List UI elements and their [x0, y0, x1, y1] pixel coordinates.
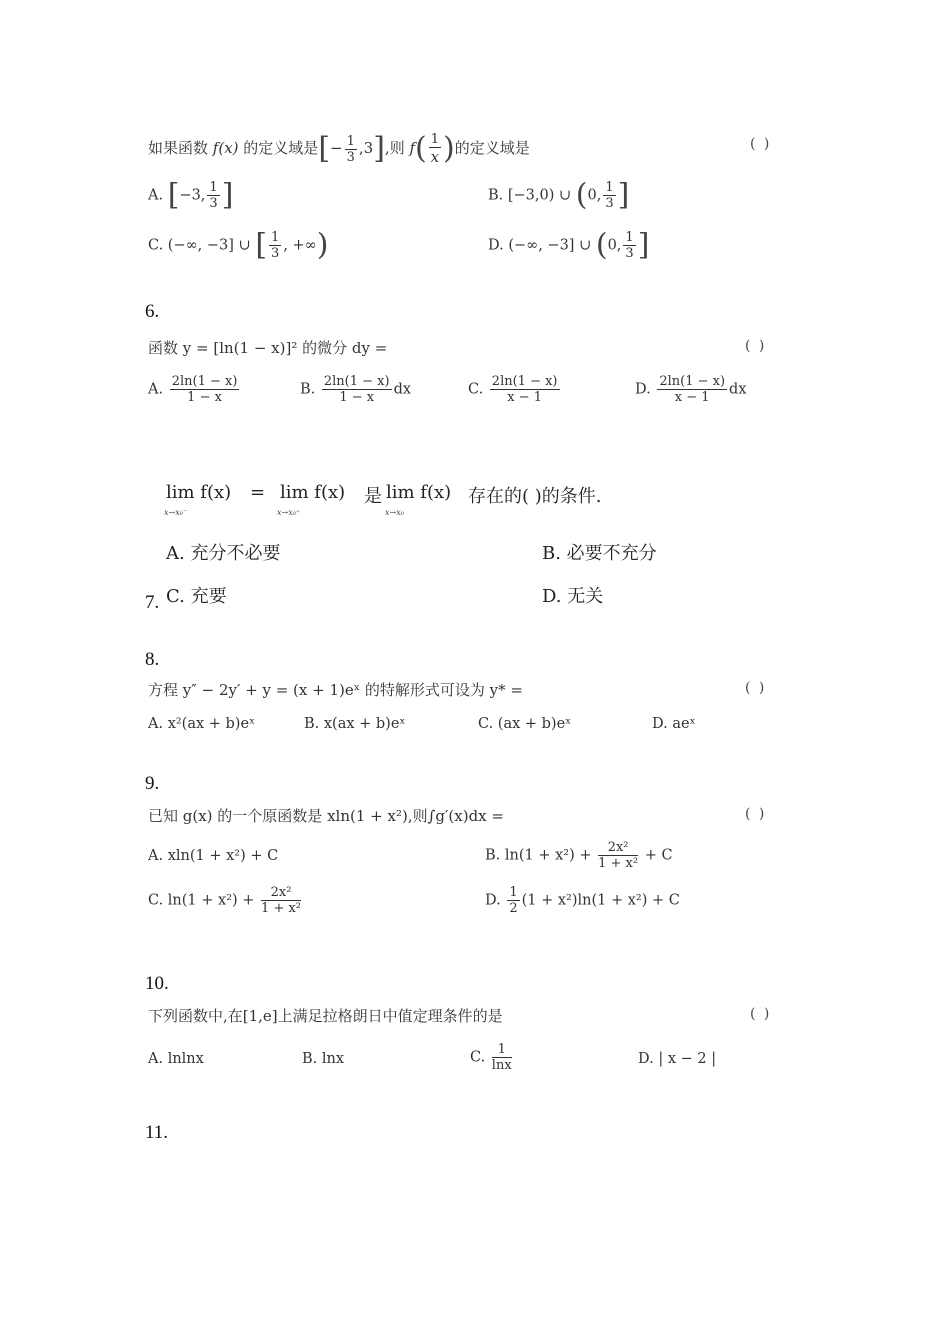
bracket-close: ] [617, 177, 630, 213]
frac-num: 2x² [598, 840, 638, 856]
option-text: −3, [179, 187, 206, 204]
q7-is: 是 [364, 486, 382, 507]
q7-lim-both: lim f(x) [386, 482, 452, 503]
option-text: (−∞, −3] ∪ [167, 237, 251, 254]
bracket-open: [ [255, 227, 268, 263]
option-label: C. [148, 892, 164, 909]
q5-fx: f(x) [212, 139, 239, 157]
frac-den: 1 + x² [261, 901, 302, 916]
option-text: 0, [587, 187, 602, 204]
frac-den: 3 [346, 149, 355, 165]
option-fraction [322, 374, 392, 405]
frac-num: 1 [625, 230, 634, 245]
option-fraction [623, 230, 635, 261]
option-text: , +∞ [283, 237, 317, 254]
q10-number: 10. [145, 973, 169, 994]
paren-close: ) [316, 227, 329, 263]
option-label: B. [300, 381, 316, 398]
option-text: 0, [607, 237, 622, 254]
option-suffix: dx [393, 381, 412, 398]
paren-open: ( [575, 177, 588, 213]
q9-option-d[interactable] [485, 885, 680, 916]
q7-option-d[interactable]: D. 无关 [542, 586, 604, 607]
q8-stem: 方程 y″ − 2y′ + y = (x + 1)eˣ 的特解形式可设为 y* = [148, 681, 523, 699]
q7-number: 7. [145, 592, 160, 613]
option-label: B. [488, 187, 504, 204]
frac-num: 1 [492, 1042, 512, 1058]
q6-answer-paren: ( ) [745, 338, 767, 354]
option-label: C. [470, 1049, 486, 1066]
q7-equals: = [250, 482, 266, 503]
frac-num: 2ln(1 − x) [323, 374, 390, 389]
option-text: + C [644, 847, 673, 864]
q5-answer-paren: ( ) [750, 136, 772, 152]
q8-option-c[interactable]: C. (ax + b)eˣ [478, 716, 572, 732]
frac-num: 1 [209, 180, 218, 195]
bracket-close: ] [221, 177, 234, 213]
frac-den: 3 [209, 196, 218, 211]
q7-option-c[interactable]: C. 充要 [166, 586, 227, 607]
q5-option-c[interactable] [148, 227, 329, 263]
option-fraction [170, 374, 240, 405]
frac-den: 3 [605, 196, 614, 211]
q9-number: 9. [145, 773, 160, 794]
option-fraction [490, 374, 560, 405]
frac-den: 1 − x [339, 390, 375, 405]
option-label: D. [485, 892, 501, 909]
q11-number: 11. [145, 1122, 169, 1143]
q7-sub-right: x→x₀⁺ [277, 508, 301, 517]
frac-den: 3 [271, 246, 280, 261]
option-label: C. [468, 381, 484, 398]
option-text: ln(1 + x²) + [167, 892, 255, 909]
q10-option-a[interactable]: A. lnlnx [148, 1051, 204, 1067]
q6-number: 6. [145, 301, 160, 322]
frac-den: x [430, 148, 440, 166]
q6-option-d[interactable] [635, 374, 747, 405]
q5-dom-end: ,3 [358, 139, 374, 157]
q5-stem-mid: 的定义域是 [243, 139, 319, 157]
option-label: A. [148, 381, 164, 398]
paren-open: ( [595, 227, 608, 263]
option-text: [−3,0) ∪ [507, 187, 572, 204]
option-fraction [598, 840, 638, 871]
q10-answer-paren: ( ) [750, 1006, 772, 1022]
bracket-open: [ [318, 131, 331, 166]
option-fraction [261, 885, 301, 916]
frac-den: x − 1 [674, 390, 710, 405]
option-label: C. [148, 237, 164, 254]
frac-num: 2ln(1 − x) [171, 374, 238, 389]
q8-answer-paren: ( ) [745, 680, 767, 696]
option-fraction [657, 374, 727, 405]
q5-option-b[interactable] [488, 177, 630, 213]
paren-open: ( [415, 131, 427, 166]
frac-num: 2x² [261, 885, 301, 901]
q5-option-d[interactable] [488, 227, 650, 263]
q7-option-b[interactable]: B. 必要不充分 [542, 543, 657, 564]
frac-num: 1 [271, 230, 280, 245]
option-text: (−∞, −3] ∪ [508, 237, 592, 254]
q8-option-d[interactable]: D. aeˣ [652, 716, 696, 732]
frac-num: 2ln(1 − x) [491, 374, 558, 389]
q5-stem-text: 如果函数 [148, 139, 209, 157]
q10-option-b[interactable]: B. lnx [302, 1051, 345, 1067]
bracket-close: ] [373, 131, 385, 166]
q8-option-b[interactable]: B. x(ax + b)eˣ [304, 716, 406, 732]
frac-num: 2ln(1 − x) [659, 374, 726, 389]
frac-den: x − 1 [507, 390, 543, 405]
frac-num: 1 [605, 180, 614, 195]
option-text: ln(1 + x²) + [504, 847, 592, 864]
q6-option-b[interactable] [300, 374, 411, 405]
q5-stem [148, 132, 530, 166]
q5-stem-comma: ,则 [384, 139, 405, 157]
frac-den: 1 + x² [598, 856, 639, 871]
q6-option-a[interactable] [148, 374, 241, 405]
option-text: (1 + x²)ln(1 + x²) + C [521, 892, 680, 909]
q5-f: f [409, 139, 416, 157]
q10-stem: 下列函数中,在[1,e]上满足拉格朗日中值定理条件的是 [148, 1007, 503, 1025]
option-fraction [603, 180, 615, 211]
q10-option-d[interactable]: D. | x − 2 | [638, 1051, 717, 1067]
q10-option-c[interactable] [470, 1042, 514, 1073]
q5-dom-minus: − [330, 139, 343, 157]
q7-lim-left: lim f(x) [166, 482, 232, 503]
option-fraction [507, 885, 519, 916]
option-label: D. [635, 381, 651, 398]
option-label: B. [485, 847, 501, 864]
frac-num: 1 [346, 133, 355, 149]
q8-option-a[interactable]: A. x²(ax + b)eˣ [148, 716, 256, 732]
q9-option-a[interactable]: A. xln(1 + x²) + C [148, 848, 279, 864]
option-label: D. [488, 237, 504, 254]
frac-num: 1 [430, 132, 440, 147]
q7-tail: 存在的( )的条件. [468, 486, 602, 507]
q5-option-a[interactable] [148, 177, 234, 213]
q5-dom-fraction [345, 134, 357, 165]
q7-option-a[interactable]: A. 充分不必要 [166, 543, 281, 564]
option-fraction [492, 1042, 512, 1073]
option-fraction [269, 230, 281, 261]
q9-option-b[interactable] [485, 840, 673, 871]
q5-stem-post: 的定义域是 [454, 139, 530, 157]
frac-den: 2 [509, 901, 518, 916]
q8-number: 8. [145, 649, 160, 670]
frac-den: 1 − x [187, 390, 222, 405]
bracket-open: [ [167, 177, 180, 213]
q9-answer-paren: ( ) [745, 806, 767, 822]
frac-den: 3 [625, 246, 634, 261]
paren-close: ) [443, 131, 455, 166]
q7-sub-left: x→x₀⁻ [164, 508, 188, 517]
q7-sub-both: x→x₀ [385, 508, 404, 517]
q9-stem: 已知 g(x) 的一个原函数是 xln(1 + x²),则∫g′(x)dx = [148, 807, 504, 825]
option-label: A. [148, 187, 164, 204]
option-fraction [207, 180, 219, 211]
q9-option-c[interactable] [148, 885, 303, 916]
q5-arg-fraction [429, 132, 441, 166]
frac-num: 1 [509, 885, 518, 900]
q7-lim-right: lim f(x) [280, 482, 346, 503]
frac-den: lnx [491, 1058, 512, 1073]
option-suffix: dx [729, 381, 747, 398]
bracket-close: ] [637, 227, 650, 263]
q6-stem: 函数 y = [ln(1 − x)]² 的微分 dy = [148, 339, 388, 357]
q6-option-c[interactable] [468, 374, 562, 405]
